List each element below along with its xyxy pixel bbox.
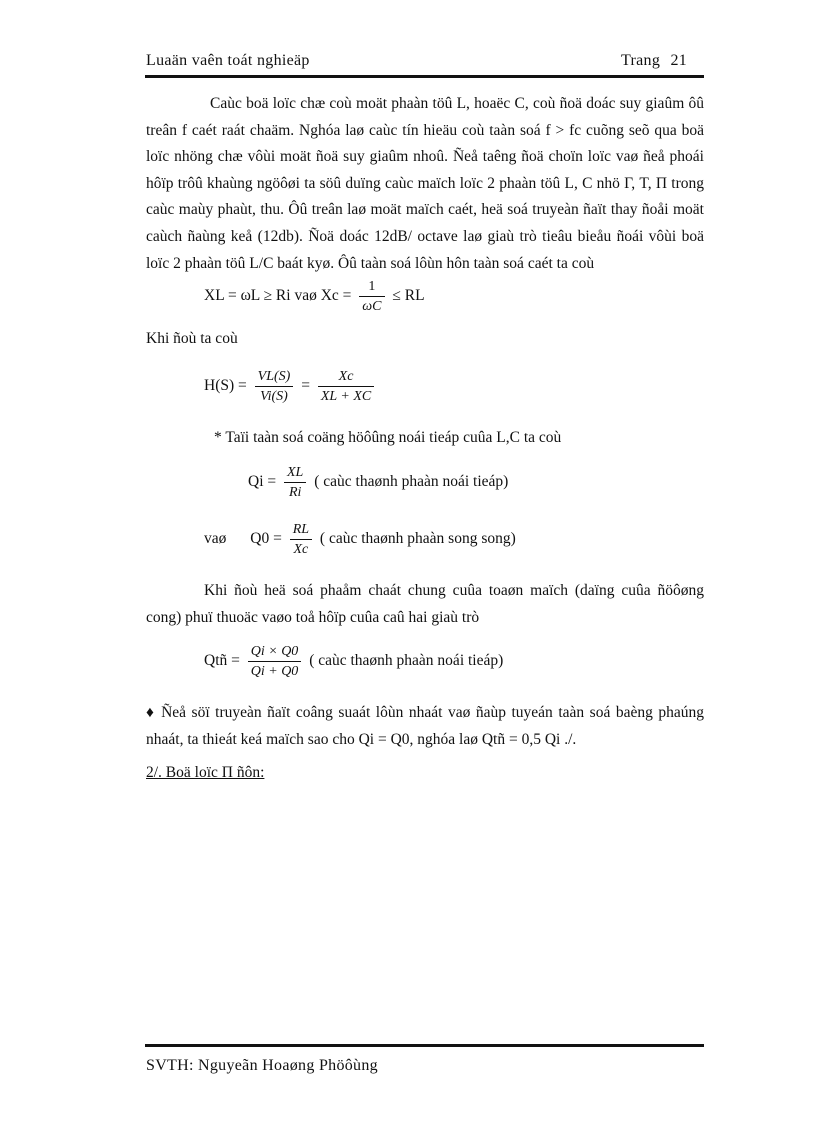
equation-q0	[204, 521, 516, 558]
equation-qtd-note: ( caùc thaønh phaàn noái tieáp)	[309, 652, 504, 670]
equation-hs-left: H(S) =	[204, 377, 247, 395]
paragraph-intro	[146, 91, 704, 277]
equation-xl	[204, 278, 425, 315]
footer-rule	[145, 1044, 704, 1047]
fraction-denominator: XL + XC	[320, 389, 372, 404]
paragraph-quality	[146, 578, 704, 631]
fraction-numerator: 1	[359, 278, 384, 297]
equation-qi-note: ( caùc thaønh phaàn noái tieáp)	[314, 473, 509, 491]
fraction-qi-q0	[248, 643, 302, 680]
equation-qi-left: Qi =	[248, 473, 277, 491]
paragraph-quality-text: Khi ñoù heä soá phaåm chaát chung cuûa toaøn maïch (daïng cuûa ñöôøng cong) phuï thuoäc vaøo toå hôïp cuûa caû hai giaù trò	[146, 582, 704, 626]
fraction-denominator: Vi(S)	[260, 389, 288, 404]
fraction-xc-over-sum	[318, 368, 374, 405]
equation-qtd-left: Qtñ =	[204, 652, 240, 670]
paragraph-design-text: ♦ Ñeå söï truyeàn ñaït coâng suaát lôùn nhaát vaø ñaùp tuyeán taàn soá baèng phaúng nhaát, ta thieát keá maïch sao cho Qi = Q0, nghóa laø Qtñ = 0,5 Qi ./.	[146, 704, 704, 748]
paragraph-design	[146, 700, 704, 753]
page-number: Trang 21	[621, 52, 688, 69]
equation-xl-right: ≤ RL	[392, 287, 425, 305]
fraction-rl-over-xc	[290, 521, 312, 558]
fraction-denominator: Qi + Q0	[250, 664, 299, 679]
fraction-xl-over-ri	[284, 464, 306, 501]
line-resonance: * Taïi taàn soá coäng höôûng noái tieáp cuûa L,C ta coù	[214, 429, 562, 446]
equation-transfer-function	[204, 368, 378, 405]
footer-author: SVTH: Nguyeãn Hoaøng Phöôùng	[146, 1057, 378, 1074]
line-khi-do: Khi ñoù ta coù	[146, 330, 238, 347]
equation-q0-left: Q0 =	[250, 530, 282, 548]
equation-q0-note: ( caùc thaønh phaàn song song)	[319, 530, 516, 548]
section-heading: 2/. Boä loïc Π ñôn:	[146, 764, 265, 781]
fraction-1-over-wc	[359, 278, 384, 315]
fraction-numerator: RL	[290, 521, 312, 540]
fraction-denominator: Xc	[293, 542, 309, 557]
equation-xl-left: XL = ωL ≥ Ri vaø Xc =	[204, 287, 352, 305]
equation-qi	[248, 464, 508, 501]
header-title: Luaän vaên toát nghieäp	[146, 52, 310, 69]
paragraph-intro-text: Caùc boä loïc chæ coù moät phaàn töû L, hoaëc C, coù ñoä doác suy giaûm ôû treân f caét raát chaäm. Nghóa laø caùc tín hieäu coù taàn soá f > fc cuõng seõ qua boä loïc nhöng chæ vôùi moät ñoä suy giaûm nhoû. Ñeå taêng ñoä choïn loïc vaø ñeå phoái hôïp trôû khaùng ngöôøi ta söû duïng caùc maïch loïc 2 phaàn töû L, C nhö Γ, T, Π trong caùc maùy phaùt, thu. Ôû treân laø moät maïch caét, heä soá truyeàn ñaït thay ñoåi moät caùch ñaùng keå (12db). Ñoä doác 12dB/ octave laø giaù trò tieâu bieåu ñoái vôùi boä loïc 2 phaàn töû L/C baát kyø. Ôû taàn soá lôùn hôn taàn soá caét ta coù	[146, 95, 704, 272]
fraction-numerator: XL	[284, 464, 306, 483]
fraction-denominator: ωC	[362, 299, 382, 314]
equals-sign: =	[301, 377, 310, 395]
equation-qtd	[204, 643, 503, 680]
fraction-numerator: VL(S)	[255, 368, 294, 387]
fraction-denominator: Ri	[288, 485, 302, 500]
equation-q0-prefix: vaø	[204, 530, 227, 548]
fraction-vl-over-vi	[255, 368, 294, 405]
fraction-numerator: Xc	[318, 368, 374, 387]
header-rule	[145, 75, 704, 78]
fraction-numerator: Qi × Q0	[248, 643, 302, 662]
